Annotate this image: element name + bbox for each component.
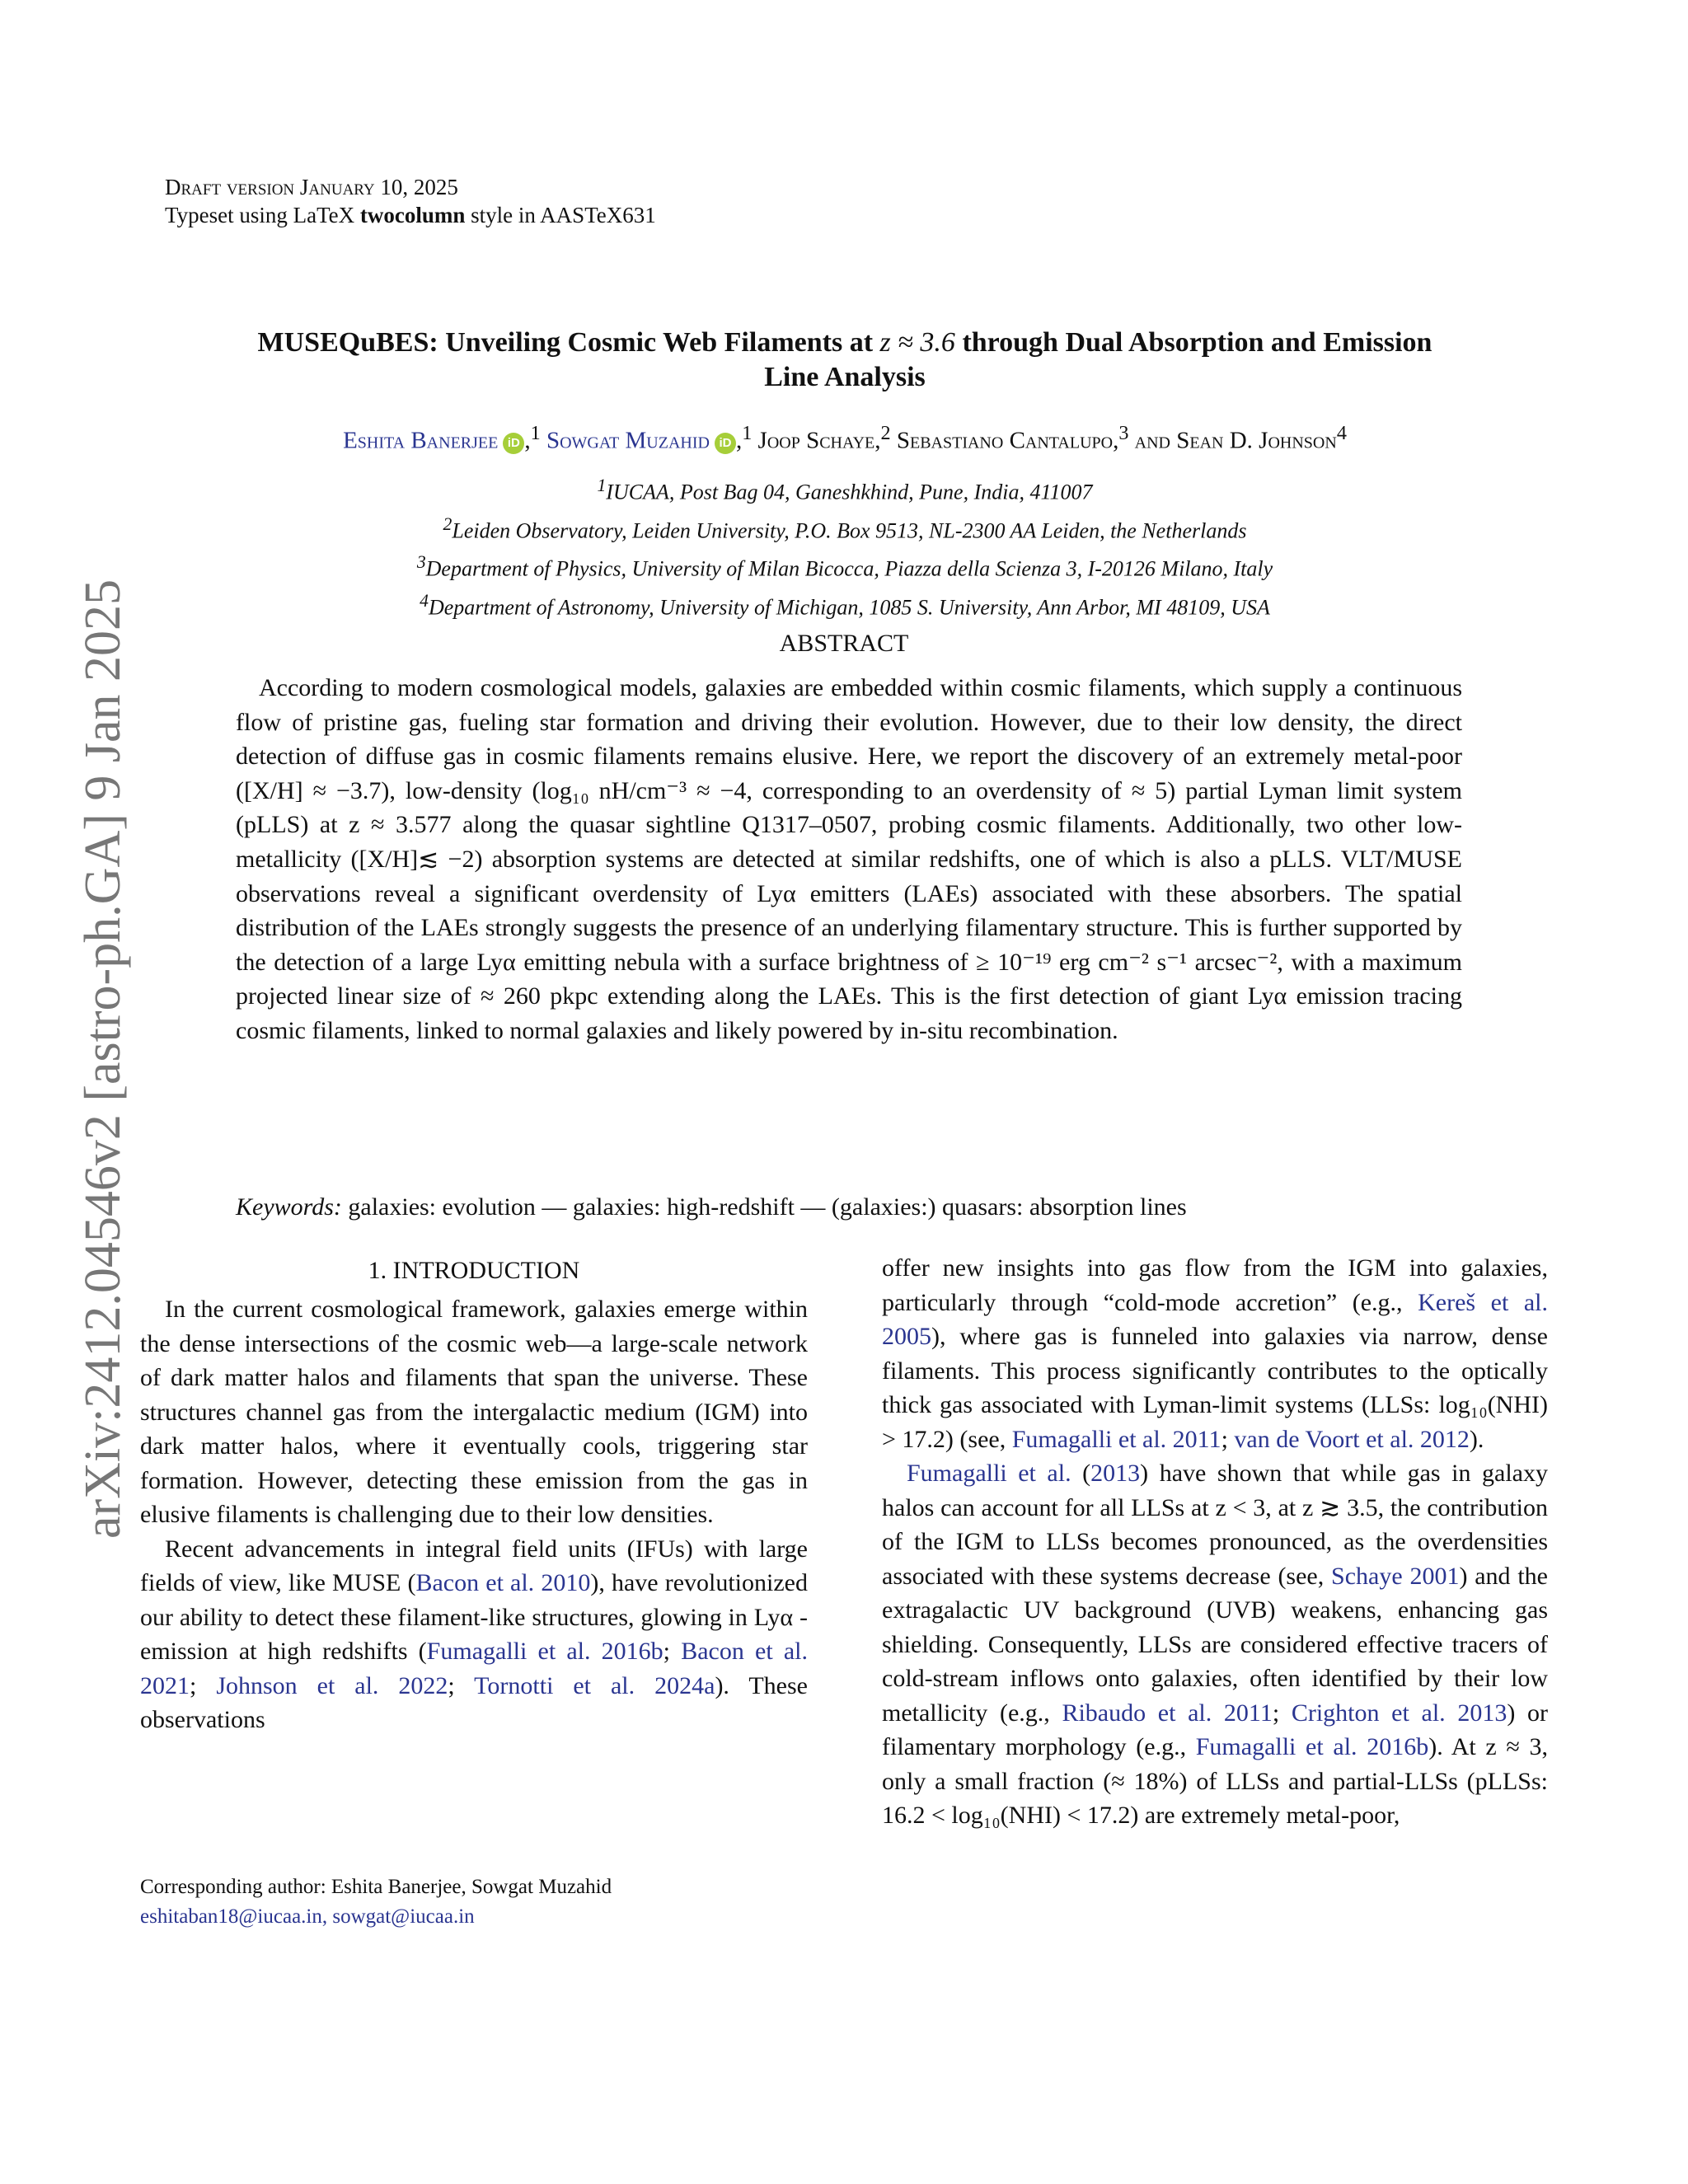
paragraph: In the current cosmological framework, galaxies emerge within the dense intersections of the cosmic web—a large-scale network of dark matter halos and filaments that span the universe. These structures channel gas from the intergalactic medium (IGM) into dark matter halos, where it eventually cools, triggering star formation. However, detecting these emission from the gas in elusive filaments is challenging due to their low densities.	[140, 1296, 808, 1528]
right-column	[882, 1251, 1548, 1833]
author-name: Joop Schaye,	[757, 427, 881, 454]
citation-link[interactable]: Crighton et al. 2013	[1291, 1699, 1507, 1727]
paragraph: Fumagalli et al. (2013) have shown that while gas in galaxy halos can account for all LLSs at z < 3, at z ≳ 3.5, the contribution of the IGM to LLSs becomes pronounced, as the overdensities associated with these systems decrease (see, Schaye 2001) and the extragalactic UV background (UVB) weakens, enhancing gas shielding. Consequently, LLSs are considered effective tracers of cold-stream inflows onto galaxies, often identified by their low metallicity (e.g., Ribaudo et al. 2011; Crighton et al. 2013) or filamentary morphology (e.g., Fumagalli et al. 2016b). At z ≈ 3, only a small fraction (≈ 18%) of LLSs and partial-LLSs (pLLSs: 16.2 < log₁₀(NHI) < 17.2) are extremely metal-poor,	[882, 1460, 1548, 1829]
paragraph: offer new insights into gas flow from the IGM into galaxies, particularly through “cold-mode accretion” (e.g., Kereš et al. 2005), where gas is funneled into galaxies via narrow, dense filaments. This process significantly contributes to the optically thick gas associated with Lyman-limit systems (LLSs: log₁₀(NHI) > 17.2) (see, Fumagalli et al. 2011; van de Voort et al. 2012).	[882, 1254, 1548, 1453]
citation-link[interactable]: Fumagalli et al. 2016b	[1195, 1733, 1429, 1760]
draft-version-line: Draft version January 10, 2025	[165, 175, 458, 199]
section-heading: 1. INTRODUCTION	[368, 1257, 580, 1284]
abstract-heading: ABSTRACT	[779, 630, 909, 657]
keywords: Keywords: galaxies: evolution — galaxies: high-redshift — (galaxies:) quasars: absorption lines	[236, 1193, 1187, 1221]
typeset-line: Typeset using LaTeX twocolumn style in AASTeX631	[165, 203, 656, 227]
affiliation: $^3$Department of Physics, University of Milan Bicocca, Piazza della Scienza 3, I-20126 Milano, Italy	[416, 552, 1273, 581]
citation-link[interactable]: Tornotti et al. 2024a	[474, 1671, 715, 1699]
affiliations	[124, 470, 1566, 624]
arxiv-stamp: arXiv:2412.04546v2 [astro-ph.GA] 9 Jan 2025	[75, 579, 131, 1540]
author-list: Eshita Banerjee iD ,$^1$ Sowgat Muzahid iD ,$^1$ Joop Schaye,$^2$ Sebastiano Cantalupo,$^3$ and Sean D. Johnson$^4$	[343, 422, 1347, 454]
citation-link[interactable]: Fumagalli et al. 2011	[1011, 1425, 1221, 1453]
affiliation: $^1$IUCAA, Post Bag 04, Ganeshkhind, Pune, India, 411007	[597, 476, 1093, 504]
citation-link[interactable]: Bacon et al. 2010	[415, 1569, 591, 1596]
citation-link[interactable]: Johnson et al. 2022	[216, 1671, 448, 1699]
abstract-text: According to modern cosmological models, galaxies are embedded within cosmic filaments, which supply a continuous flow of pristine gas, fueling star formation and driving their evolution. However, due to their low density, the direct detection of diffuse gas in cosmic filaments remains elusive. Here, we report the discovery of an extremely metal-poor ([X/H] ≈ −3.7), low-density (log₁₀ nH/cm⁻³ ≈ −4, corresponding to an overdensity of ≈ 5) partial Lyman limit system (pLLS) at z ≈ 3.577 along the quasar sightline Q1317–0507, probing cosmic filaments. Additionally, two other low-metallicity ([X/H]≲ −2) absorption systems are detected at similar redshifts, one of which is also a pLLS. VLT/MUSE observations reveal a significant overdensity of Lyα emitters (LAEs) associated with these absorbers. The spatial distribution of the LAEs strongly suggests the presence of an underlying filamentary structure. This is further supported by the detection of a large Lyα emitting nebula with a surface brightness of ≥ 10⁻¹⁹ erg cm⁻² s⁻¹ arcsec⁻², with a maximum projected linear size of ≈ 260 pkpc extending along the LAEs. This is the first detection of giant Lyα emission tracing cosmic filaments, linked to normal galaxies and likely powered by in-situ recombination.	[236, 674, 1462, 1044]
orcid-icon[interactable]: iD	[503, 433, 524, 454]
author-name: and Sean D. Johnson	[1134, 427, 1337, 454]
affiliation: $^4$Department of Astronomy, University of Michigan, 1085 S. University, Ann Arbor, MI 48109, USA	[420, 590, 1270, 620]
citation-link[interactable]: Kereš et al. 2005	[882, 1288, 1548, 1350]
citation-link[interactable]: 2013	[1090, 1460, 1141, 1487]
paragraph: Recent advancements in integral field units (IFUs) with large fields of view, like MUSE (Bacon et al. 2010), have revolutionized our ability to detect these filament-like structures, glowing in Lyα -emission at high redshifts (Fumagalli et al. 2016b; Bacon et al. 2021; Johnson et al. 2022; Tornotti et al. 2024a). These observations	[140, 1535, 808, 1733]
citation-link[interactable]: Ribaudo et al. 2011	[1062, 1699, 1273, 1727]
left-column	[140, 1292, 808, 1737]
citation-link[interactable]: van de Voort et al. 2012	[1234, 1425, 1470, 1453]
citation-link[interactable]: Bacon et al. 2021	[140, 1638, 808, 1699]
citation-link[interactable]: Fumagalli et al. 2016b	[426, 1638, 663, 1665]
corresponding-author-footnote: Corresponding author: Eshita Banerjee, Sowgat Muzahid eshitaban18@iucaa.in, sowgat@iucaa.in	[140, 1872, 808, 1932]
paper-title: MUSEQuBES: Unveiling Cosmic Web Filaments at z ≈ 3.6 through Dual Absorption and Emission Line Analysis	[257, 327, 1432, 392]
email-link[interactable]: eshitaban18@iucaa.in, sowgat@iucaa.in	[140, 1905, 475, 1928]
author-name[interactable]: Eshita Banerjee	[343, 427, 499, 454]
author-name: Sebastiano Cantalupo,	[896, 427, 1119, 454]
affiliation: $^2$Leiden Observatory, Leiden University, P.O. Box 9513, NL-2300 AA Leiden, the Netherlands	[443, 513, 1247, 543]
latex-logo: LaTeX	[293, 203, 355, 227]
author-name[interactable]: Sowgat Muzahid	[546, 427, 710, 454]
citation-link[interactable]: Schaye 2001	[1331, 1562, 1460, 1590]
orcid-icon[interactable]: iD	[715, 433, 736, 454]
citation-link[interactable]: Fumagalli et al.	[907, 1460, 1071, 1487]
